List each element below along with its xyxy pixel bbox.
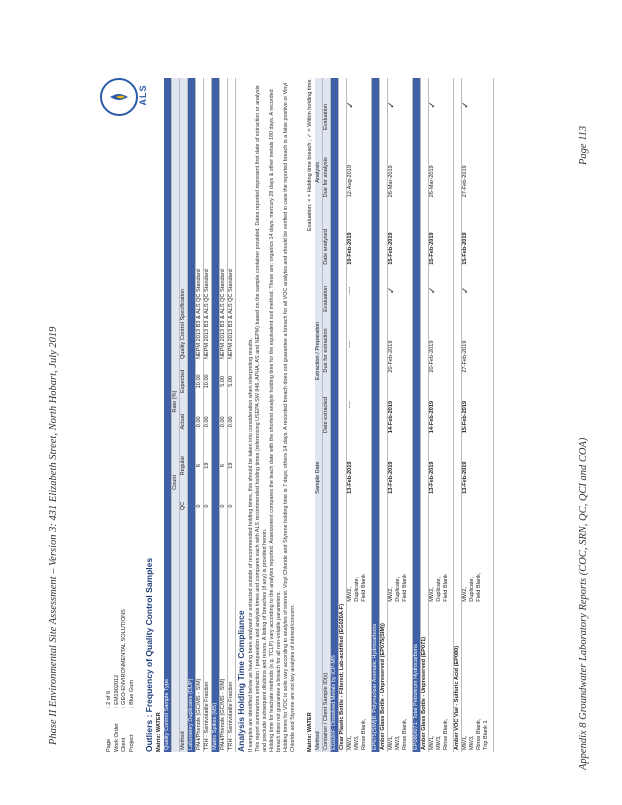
sample-ids-b [429,496,454,604]
sample-ids-a [347,604,372,752]
sample-id: Rinse Blank, [361,718,367,750]
sample-date: 13-Feb-2019 [429,435,454,496]
holding-title: Analysis Holding Time Compliance [236,610,246,752]
due-extraction: ---- [347,314,372,375]
sample-id: MW3, [354,735,360,750]
container-name: Amber Glass Bottle - Unpreserved (EP071) [421,496,429,752]
cell-method: TRH - Semivolatile Fraction [204,523,212,752]
col-header: Sample Date [315,435,323,496]
sample-ids-a [388,604,413,752]
section-band: Matrix Spikes (MS) [212,78,220,752]
table-row [421,78,429,752]
col-header: Expected [180,361,188,401]
logo-text: ALS [138,84,148,106]
meta-row [129,602,137,752]
outliers-title: Outliers : Frequency of Quality Control Samples [144,557,154,752]
report-meta [106,602,136,752]
section-band: Laboratory Duplicates (DUP) [188,78,196,752]
meta-row [121,602,129,752]
date-analysed: 19-Feb-2019 [347,199,372,266]
meta-value: : Blue Gum [128,680,135,708]
sample-id: Rinse Blank, [443,718,449,750]
evaluation-analysis: ✓ [462,78,494,132]
due-extraction: 20-Feb-2019 [429,314,454,375]
cell-method: PAH/Phenols (GC/MS - SIM) [196,523,204,752]
cell-actual: 0.00 [196,402,204,442]
sample-id: Rinse Blank, [402,718,408,750]
sample-id: Duplicate, [436,576,442,602]
flame-icon [108,86,130,108]
sample-id: MW1, [347,735,353,750]
date-extracted: 15-Feb-2019 [462,375,494,436]
col-header: QC [180,489,188,523]
appendix-footer: Appendix 8 Groundwater Laboratory Reports (COC, SRN, QC, QCI and COA) [578,437,589,770]
col-header: Method [180,523,188,752]
sample-id: Field Blank [443,574,449,602]
col-group-rate: Rate (%) [172,361,180,442]
meta-key: Work Order [113,723,120,752]
evaluation-legend: Evaluation: × = Holding time breach ; ✓ = Within holding time. [307,78,313,232]
sample-date: 13-Feb-2019 [347,435,372,496]
col-header: Evaluation [323,267,331,314]
due-analysis: 26-Mar-2019 [429,132,454,199]
cell-actual: 0.00 [220,402,228,442]
col-header: Quality Control Specification [180,78,188,361]
cell-method: PAH/Phenols (GC/MS - SIM) [220,523,228,752]
cell-qc: 0 [228,489,236,523]
col-header: Due for analysis [323,132,331,199]
cell-expected: 10.00 [196,361,204,401]
table-row [388,78,413,752]
sample-date: 13-Feb-2019 [388,435,413,496]
evaluation-extraction: ✓ [429,267,454,314]
cell-expected: 5.00 [228,361,236,401]
sample-id: Trip Blank 1 [483,720,489,750]
col-group-count: Count [172,442,180,523]
holding-matrix: Matrix: WATER [307,712,313,752]
meta-row [114,602,122,752]
cell-regular: 19 [228,442,236,489]
due-analysis: 27-Feb-2019 [462,132,494,199]
holding-paragraph [248,78,297,752]
col-header [172,523,180,752]
col-header: Date analysed [323,199,331,266]
outliers-band: Quality Control Sample Type [164,78,172,752]
sample-id: Duplicate, [469,576,475,602]
table-row [228,78,236,752]
table-row [204,78,212,752]
sample-id: MW3, [395,735,401,750]
container-name: Clear Plastic Bottle - Filtered; Lab-acidified (EG020A-F) [339,496,347,752]
sample-id: MW3, [469,735,475,750]
cell-spec: NEPM 2013 B3 & ALS QC Standard [228,78,236,361]
due-extraction: 20-Feb-2019 [388,314,413,375]
col-header: Regular [180,442,188,489]
cell-spec: NEPM 2013 B3 & ALS QC Standard [196,78,204,361]
sample-id: MW1, [388,735,394,750]
method-band: EG020F: Dissolved Metals by ICP-MS [331,78,339,752]
paragraph-line: Holding times for VOC in soils vary according to analytes of interest. Vinyl Chloride and Styrene holding time is 7 days; others 14 days. A recorded breach does not guarantee a breach for all VOC analytes and should be verified in case the reported breach is a false positive or Vinyl Chloride and Styrene are not key analytes of interest/concern. [283,82,296,752]
col-group-extraction: Extraction / Preparation [315,267,323,435]
date-extracted: 14-Feb-2019 [388,375,413,436]
evaluation-extraction: ✓ [388,267,413,314]
sample-ids-a [462,604,494,752]
method-band: EP075(SIM)B: Polynuclear Aromatic Hydrocarbons [372,78,380,752]
paragraph-line: This report summarizes extraction / preparation and analysis times and compares each with ALS recommended holding times (referencing USEPA SW 846, APHA, AS and NEPM) based on the sample container provided. Dates reported represent first date of extraction or analysis and preclude subsequent dilutions and reruns. A listing of breaches (if any) is provided herein. [255,85,268,752]
table-row [347,78,372,752]
sample-id: MW2, [462,587,468,602]
sample-ids-b [347,496,372,604]
table-row [429,78,454,752]
cell-regular: 6 [220,442,228,489]
sample-ids-b [388,496,413,604]
col-header-container: Container / Client Sample ID(s) [323,496,331,752]
col-header: Date extracted [323,375,331,436]
method-band: EP080/071: Total Petroleum Hydrocarbons [413,78,421,752]
evaluation-analysis: ✓ [347,78,372,132]
cell-actual: 0.00 [204,402,212,442]
date-extracted: ---- [347,375,372,436]
col-header: Method [315,496,323,752]
meta-key: Page [106,738,112,752]
date-extracted: 14-Feb-2019 [429,375,454,436]
cell-expected: 10.00 [204,361,212,401]
sample-id: Field Blank [361,574,367,602]
cell-regular: 6 [196,442,204,489]
col-group-analysis: Analysis [315,78,323,267]
outliers-table [164,78,236,752]
date-analysed: 15-Feb-2019 [429,199,454,266]
meta-key: Client [121,737,127,752]
sample-id: MW1, [429,735,435,750]
table-row [339,78,347,752]
holding-matrix-row [307,78,313,752]
sample-id: MW3, [436,735,442,750]
meta-value: : 2 of 6 [106,690,112,708]
sample-ids-a [429,604,454,752]
page-number: Page 113 [578,125,589,165]
due-analysis: 26-Mar-2019 [388,132,413,199]
table-row [220,78,228,752]
sample-id: Field Blank, [476,572,482,602]
cell-spec: NEPM 2013 B3 & ALS QC Standard [204,78,212,361]
outliers-matrix: Matrix: WATER [156,712,162,752]
sample-date: 13-Feb-2019 [462,435,494,496]
cell-qc: 0 [204,489,212,523]
sample-id: Duplicate, [395,576,401,602]
sample-id: Rinse Blank, [476,718,482,750]
evaluation-analysis: ✓ [429,78,454,132]
sample-id: MW2, [429,587,435,602]
col-header [172,78,180,361]
document-header: Phase II Environmental Site Assessment – Version 3: 431 Elizabeth Street, North Hobart, July 2019 [48,326,59,745]
cell-qc: 0 [220,489,228,523]
lab-report-page [100,70,558,760]
als-logo [100,78,138,116]
sample-id: MW2, [388,587,394,602]
cell-spec: NEPM 2013 B3 & ALS QC Standard [220,78,228,361]
evaluation-extraction: ---- [347,267,372,314]
cell-actual: 0.00 [228,402,236,442]
col-header [323,435,331,496]
sample-id: MW1, [462,735,468,750]
due-extraction: 27-Feb-2019 [462,314,494,375]
meta-key: Project [128,734,135,752]
paragraph-line: Holding time for leachate methods (e.g. TCLP) vary according to the analytes reported. Assessment compares the leach date with the shortest analyte holding time for the equivalent soil method. These are: organics 14 days, mercury 28 days & other metals 180 days. A recorded breach does not guarantee a breach for all non-volatile parameters. [269,89,282,752]
sample-id: Duplicate, [354,576,360,602]
table-row [454,78,462,752]
holding-table [315,78,494,752]
table-row [380,78,388,752]
col-header: Due for extraction [323,314,331,375]
meta-row [106,602,114,752]
paragraph-line: If samples are identified below as having been analysed or extracted outside of recommended holding times, this should be taken into consideration when interpreting results. [248,337,254,752]
sample-ids-b [462,496,494,604]
cell-qc: 0 [196,489,204,523]
sample-id: MW2, [347,587,353,602]
cell-regular: 19 [204,442,212,489]
container-name: Amber VOC Vial - Sulfuric Acid (EP080) [454,496,462,752]
sample-id: Field Blank [402,574,408,602]
col-header: Actual [180,402,188,442]
meta-value: : GEO-ENVIRONMENTAL SOLUTIONS [121,609,127,708]
table-row [196,78,204,752]
date-analysed: 15-Feb-2019 [388,199,413,266]
container-name: Amber Glass Bottle - Unpreserved (EP075(SIM)) [380,496,388,752]
table-row [462,78,494,752]
cell-method: TRH - Semivolatile Fraction [228,523,236,752]
meta-value: : EM1902012 [113,674,120,708]
col-header: Evaluation [323,78,331,132]
evaluation-analysis: ✓ [388,78,413,132]
cell-expected: 5.00 [220,361,228,401]
evaluation-extraction: ✓ [462,267,494,314]
due-analysis: 12-Aug-2019 [347,132,372,199]
date-analysed: 15-Feb-2019 [462,199,494,266]
